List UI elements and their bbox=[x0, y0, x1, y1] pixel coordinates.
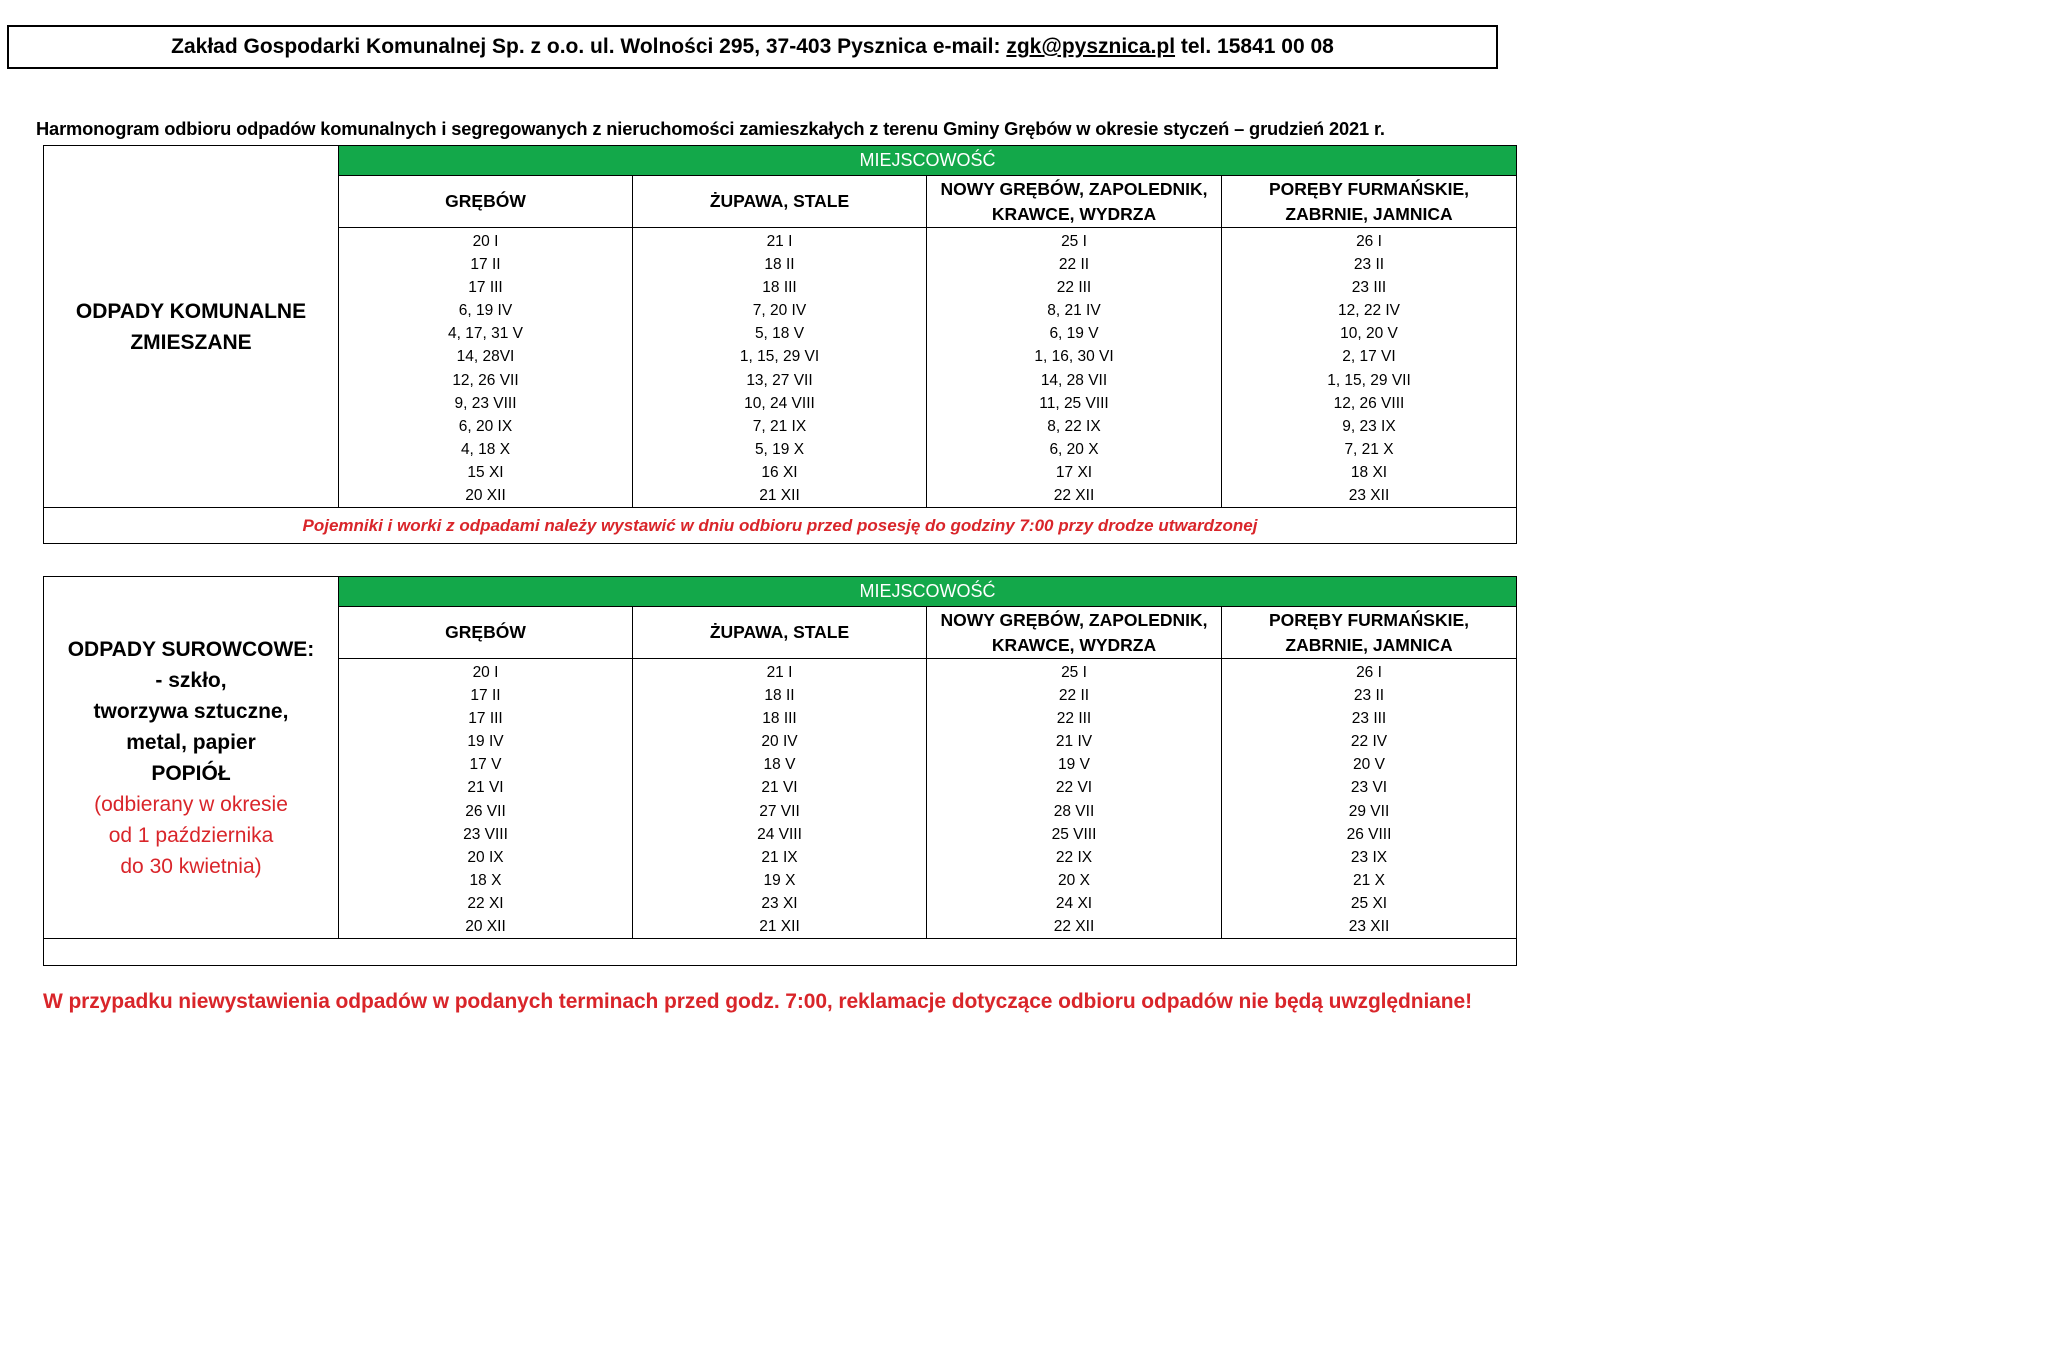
pickup-date: 23 III bbox=[1351, 710, 1387, 728]
locality-name-line: NOWY GRĘBÓW, ZAPOLEDNIK, bbox=[940, 178, 1208, 199]
pickup-date: 26 VIII bbox=[1346, 825, 1392, 843]
pickup-date: 18 III bbox=[762, 710, 797, 728]
pickup-date: 21 VI bbox=[761, 779, 798, 797]
label-line: POPIÓŁ bbox=[151, 761, 231, 785]
pickup-date: 17 XI bbox=[1055, 463, 1093, 481]
locality-name-line: ŻUPAWA, STALE bbox=[709, 622, 850, 642]
complaints-warning: W przypadku niewystawienia odpadów w podanych terminach przed godz. 7:00, reklamacje dotyczące odbioru odpadów nie będą uwzględniane! bbox=[43, 990, 1472, 1013]
pickup-date: 9, 23 VIII bbox=[454, 394, 517, 412]
recyclables-table bbox=[43, 576, 1517, 966]
pickup-date: 26 VII bbox=[465, 802, 506, 820]
email-link[interactable]: zgk@pysznica.pl bbox=[1006, 35, 1176, 58]
pickup-date: 21 I bbox=[766, 664, 793, 681]
pickup-date: 26 I bbox=[1356, 664, 1382, 681]
locality-column-header bbox=[927, 176, 1222, 228]
pickup-date: 12, 26 VII bbox=[452, 371, 519, 389]
locality-name-line: KRAWCE, WYDRZA bbox=[991, 634, 1157, 655]
pickup-date: 21 XII bbox=[759, 487, 800, 505]
page-title: Harmonogram odbioru odpadów komunalnych i segregowanych z nieruchomości zamieszkałych z terenu Gminy Grębów w okresie styczeń – grudzień 2021 r. bbox=[36, 118, 1385, 139]
pickup-date: 27 VII bbox=[759, 802, 800, 820]
locality-name-line: ZABRNIE, JAMNICA bbox=[1285, 634, 1453, 655]
pickup-date: 24 VIII bbox=[757, 825, 802, 843]
pickup-date: 7, 21 X bbox=[1344, 440, 1394, 458]
set-out-note: Pojemniki i worki z odpadami należy wystawić w dniu odbioru przed posesję do godziny 7:00 przy drodze utwardzonej bbox=[44, 508, 1517, 544]
pickup-dates-cell bbox=[1222, 659, 1517, 939]
pickup-date: 19 IV bbox=[467, 733, 504, 751]
pickup-date: 23 XII bbox=[1348, 487, 1390, 505]
pickup-date: 20 XII bbox=[465, 918, 506, 936]
label-line: - szkło, bbox=[155, 668, 227, 692]
pickup-date: 25 VIII bbox=[1051, 825, 1097, 843]
locality-name-line: ZABRNIE, JAMNICA bbox=[1285, 203, 1453, 224]
label-line: ODPADY KOMUNALNE bbox=[75, 299, 307, 323]
pickup-date: 4, 17, 31 V bbox=[448, 325, 523, 343]
locality-column-header bbox=[633, 176, 927, 228]
pickup-dates-cell bbox=[927, 659, 1222, 939]
pickup-date: 20 IV bbox=[761, 733, 798, 751]
locality-name-line: NOWY GRĘBÓW, ZAPOLEDNIK, bbox=[940, 609, 1208, 630]
pickup-date: 16 XI bbox=[761, 463, 798, 481]
pickup-date: 18 V bbox=[763, 756, 796, 774]
pickup-date: 5, 19 X bbox=[754, 440, 805, 458]
pickup-date: 18 II bbox=[764, 687, 795, 705]
pickup-date: 18 XI bbox=[1350, 463, 1388, 481]
pickup-date: 25 I bbox=[1061, 233, 1087, 250]
pickup-date: 18 II bbox=[764, 256, 795, 274]
pickup-date: 6, 20 X bbox=[1049, 440, 1099, 458]
pickup-date: 11, 25 VIII bbox=[1039, 394, 1109, 412]
ash-period-line: od 1 października bbox=[108, 823, 274, 847]
label-line: tworzywa sztuczne, bbox=[93, 699, 289, 723]
locality-name-line: ŻUPAWA, STALE bbox=[709, 191, 850, 211]
pickup-date: 21 IV bbox=[1055, 733, 1093, 751]
locality-name-line: KRAWCE, WYDRZA bbox=[991, 203, 1157, 224]
locality-column-header bbox=[1222, 607, 1517, 659]
pickup-date: 23 IX bbox=[1350, 848, 1388, 866]
pickup-date: 6, 19 IV bbox=[458, 302, 513, 320]
pickup-date: 23 II bbox=[1353, 687, 1385, 705]
pickup-dates-cell bbox=[633, 228, 927, 508]
waste-type-label bbox=[44, 577, 339, 939]
pickup-date: 8, 21 IV bbox=[1047, 302, 1101, 320]
pickup-dates-cell bbox=[927, 228, 1222, 508]
locality-column-header bbox=[339, 607, 633, 659]
pickup-date: 6, 20 IX bbox=[458, 417, 513, 435]
pickup-date: 14, 28 VII bbox=[1040, 371, 1108, 389]
pickup-date: 20 V bbox=[1353, 756, 1385, 774]
company-info: Zakład Gospodarki Komunalnej Sp. z o.o. ul. Wolności 295, 37-403 Pysznica e-mail: bbox=[171, 35, 1007, 58]
pickup-date: 6, 19 V bbox=[1049, 325, 1099, 343]
pickup-date: 23 II bbox=[1353, 256, 1385, 274]
phone-info: tel. 15841 00 08 bbox=[1175, 35, 1334, 58]
locality-column-header bbox=[927, 607, 1222, 659]
pickup-date: 22 IX bbox=[1055, 848, 1093, 866]
pickup-date: 17 II bbox=[470, 687, 501, 705]
pickup-date: 7, 20 IV bbox=[752, 302, 807, 320]
pickup-date: 10, 20 V bbox=[1340, 325, 1398, 343]
pickup-date: 7, 21 IX bbox=[752, 417, 807, 435]
pickup-date: 23 VI bbox=[1350, 779, 1388, 797]
pickup-date: 29 VII bbox=[1348, 802, 1390, 820]
pickup-date: 4, 18 X bbox=[460, 440, 511, 458]
pickup-date: 20 IX bbox=[467, 848, 504, 866]
waste-type-label bbox=[44, 146, 339, 508]
pickup-dates-cell bbox=[1222, 228, 1517, 508]
pickup-date: 1, 15, 29 VI bbox=[739, 348, 820, 366]
locality-name-line: PORĘBY FURMAŃSKIE, bbox=[1269, 178, 1469, 199]
pickup-date: 20 XII bbox=[465, 487, 506, 505]
pickup-date: 18 III bbox=[762, 279, 797, 297]
locality-name-line: PORĘBY FURMAŃSKIE, bbox=[1269, 609, 1469, 630]
pickup-date: 19 V bbox=[1058, 756, 1090, 774]
pickup-date: 20 I bbox=[472, 233, 499, 250]
mixed-waste-table bbox=[43, 145, 1517, 544]
pickup-date: 25 I bbox=[1061, 664, 1087, 681]
pickup-date: 14, 28VI bbox=[456, 348, 515, 366]
pickup-date: 22 XI bbox=[467, 894, 504, 912]
pickup-date: 22 II bbox=[1058, 687, 1090, 705]
label-line: ODPADY SUROWCOWE: bbox=[67, 637, 315, 661]
pickup-date: 26 I bbox=[1356, 233, 1382, 250]
ash-period-line: (odbierany w okresie bbox=[94, 792, 288, 816]
pickup-date: 25 XI bbox=[1350, 894, 1388, 912]
locality-column-header bbox=[339, 176, 633, 228]
pickup-date: 23 III bbox=[1351, 279, 1387, 297]
pickup-date: 1, 15, 29 VII bbox=[1327, 371, 1411, 389]
pickup-date: 2, 17 VI bbox=[1342, 348, 1396, 366]
pickup-date: 22 XII bbox=[1053, 487, 1095, 505]
company-header bbox=[7, 25, 1498, 69]
pickup-date: 17 III bbox=[468, 279, 503, 297]
locality-header: MIEJSCOWOŚĆ bbox=[339, 146, 1517, 176]
pickup-date: 12, 22 IV bbox=[1337, 302, 1401, 320]
pickup-date: 24 XI bbox=[1055, 894, 1093, 912]
pickup-date: 21 IX bbox=[761, 848, 798, 866]
pickup-date: 22 IV bbox=[1350, 733, 1388, 751]
pickup-date: 12, 26 VIII bbox=[1333, 394, 1405, 412]
pickup-date: 23 VIII bbox=[463, 825, 508, 843]
pickup-date: 22 III bbox=[1056, 279, 1092, 297]
pickup-dates-cell bbox=[633, 659, 927, 939]
pickup-date: 21 I bbox=[766, 233, 793, 250]
pickup-date: 23 XI bbox=[761, 894, 798, 912]
pickup-date: 21 XII bbox=[759, 918, 800, 936]
locality-header: MIEJSCOWOŚĆ bbox=[339, 577, 1517, 607]
pickup-date: 10, 24 VIII bbox=[744, 394, 815, 412]
pickup-date: 22 II bbox=[1058, 256, 1090, 274]
pickup-date: 18 X bbox=[469, 871, 502, 889]
locality-name-line: GRĘBÓW bbox=[445, 191, 526, 211]
label-line: metal, papier bbox=[126, 730, 256, 754]
pickup-date: 8, 22 IX bbox=[1047, 417, 1101, 435]
pickup-date: 9, 23 IX bbox=[1342, 417, 1396, 435]
pickup-date: 15 XI bbox=[467, 463, 504, 481]
ash-period-line: do 30 kwietnia) bbox=[120, 854, 262, 878]
pickup-date: 28 VII bbox=[1053, 802, 1095, 820]
pickup-date: 5, 18 V bbox=[754, 325, 805, 343]
pickup-date: 22 VI bbox=[1055, 779, 1093, 797]
pickup-date: 17 III bbox=[468, 710, 503, 728]
locality-name-line: GRĘBÓW bbox=[445, 622, 526, 642]
pickup-date: 22 III bbox=[1056, 710, 1092, 728]
locality-column-header bbox=[1222, 176, 1517, 228]
pickup-dates-cell bbox=[339, 659, 633, 939]
pickup-date: 22 XII bbox=[1053, 918, 1095, 936]
pickup-date: 17 II bbox=[470, 256, 501, 274]
empty-row bbox=[44, 939, 1517, 966]
pickup-date: 23 XII bbox=[1348, 918, 1390, 936]
pickup-date: 20 X bbox=[1058, 871, 1090, 889]
pickup-date: 19 X bbox=[763, 871, 796, 889]
pickup-date: 1, 16, 30 VI bbox=[1034, 348, 1114, 366]
pickup-date: 17 V bbox=[469, 756, 502, 774]
label-line: ZMIESZANE bbox=[130, 330, 252, 354]
pickup-dates-cell bbox=[339, 228, 633, 508]
pickup-date: 21 VI bbox=[467, 779, 504, 797]
locality-column-header bbox=[633, 607, 927, 659]
pickup-date: 21 X bbox=[1353, 871, 1385, 889]
pickup-date: 13, 27 VII bbox=[746, 371, 813, 389]
pickup-date: 20 I bbox=[472, 664, 499, 681]
